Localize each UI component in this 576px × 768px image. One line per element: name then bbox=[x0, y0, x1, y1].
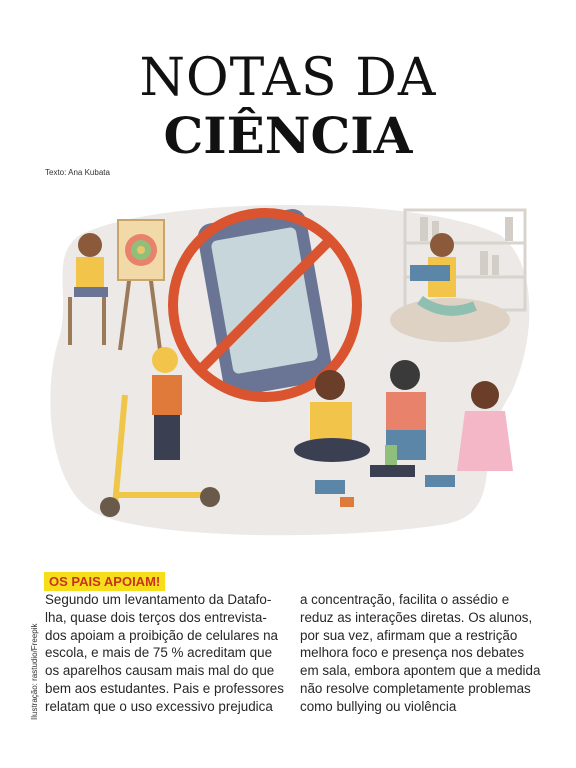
article-line: bem aos estudantes. Pais e professores bbox=[45, 680, 284, 696]
article-line: não resolve completamente problemas bbox=[300, 680, 531, 696]
article-line: reduz as interações diretas. Os alunos, bbox=[300, 609, 533, 625]
title-line-1: NOTAS DA bbox=[139, 48, 437, 108]
title-line-2: CIÊNCIA bbox=[163, 106, 413, 165]
byline: Texto: Ana Kubata bbox=[45, 168, 110, 177]
section-kicker: OS PAIS APOIAM! bbox=[44, 572, 165, 591]
article-line: Segundo um levantamento da Datafo- bbox=[45, 592, 272, 607]
article-line: dos apoiam a proibição de celulares na bbox=[45, 627, 278, 643]
article-column-2 bbox=[300, 591, 541, 716]
article-line: escola, e mais de 75 % acreditam que bbox=[45, 645, 273, 661]
article-line: melhora foco e presença nos debates bbox=[300, 645, 525, 661]
article-line: em sala, embora apontem que a medida bbox=[300, 663, 541, 679]
article-line: como bullying ou violência bbox=[300, 698, 457, 714]
article-line: por sua vez, afirmam que a restrição bbox=[300, 627, 518, 643]
article-line: relatam que o uso excessivo prejudica bbox=[45, 698, 273, 714]
article-column-1 bbox=[45, 591, 284, 716]
article-line: os aparelhos causam mais mal do que bbox=[45, 663, 275, 679]
children-without-phone-illustration bbox=[40, 195, 540, 540]
article-line: lha, quase dois terços dos entrevista- bbox=[45, 609, 267, 625]
illustration-credit: Ilustração: rastudio/Freepik bbox=[30, 623, 39, 720]
article-line: a concentração, facilita o assédio e bbox=[300, 592, 510, 607]
